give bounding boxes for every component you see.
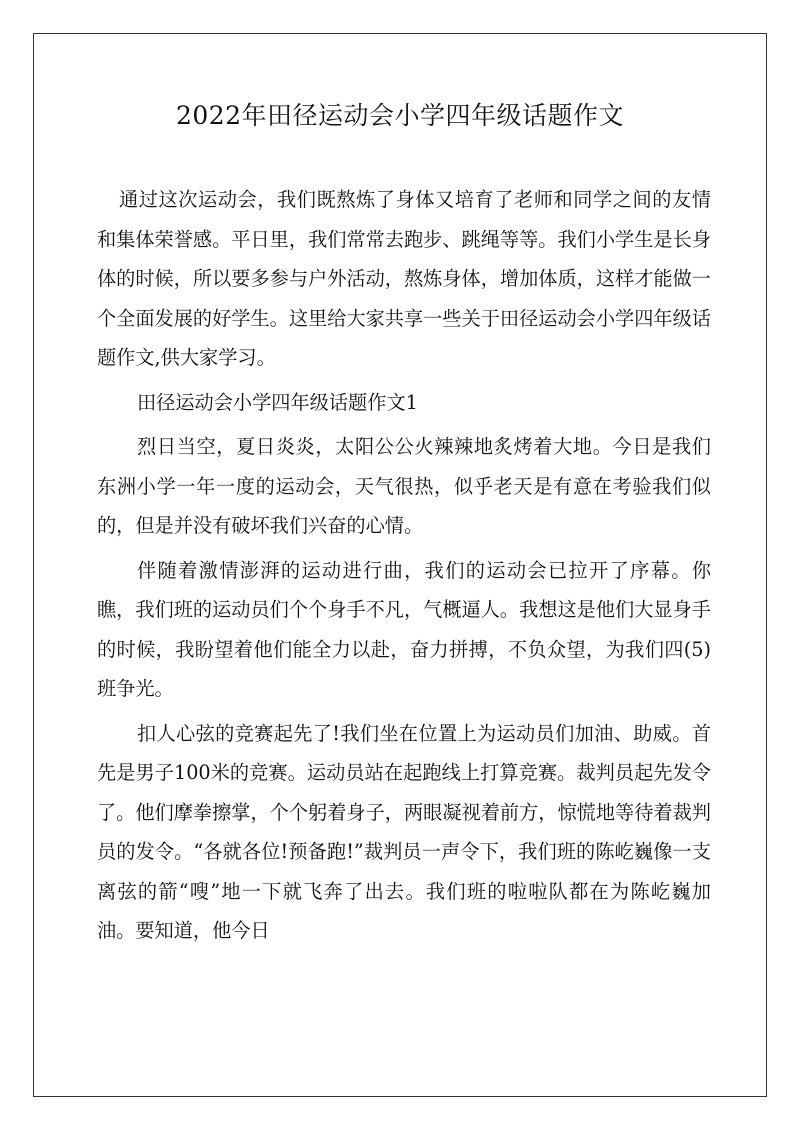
paragraph-1: 烈日当空，夏日炎炎，太阳公公火辣辣地炙烤着大地。今日是我们东洲小学一年一度的运动会，天气很热，似乎老天是有意在考验我们似的，但是并没有破坏我们兴奋的心情。 xyxy=(97,435,711,537)
document-title: 2022年田径运动会小学四年级话题作文 xyxy=(175,101,625,130)
document-body xyxy=(97,180,711,956)
paragraph-3: 扣人心弦的竞赛起先了!我们坐在位置上为运动员们加油、助威。首先是男子100米的竞赛。运动员站在起跑线上打算竞赛。裁判员起先发令了。他们摩拳擦掌，个个躬着身子，两眼凝视着前方，惊慌地等待着裁判员的发令。“各就各位!预备跑!”裁判员一声令下，我们班的陈屹巍像一支离弦的箭“嗖”地一下就飞奔了出去。我们班的啦啦队都在为陈屹巍加油。要知道，他今日 xyxy=(97,721,711,942)
essay-heading: 田径运动会小学四年级话题作文1 xyxy=(137,390,418,414)
paragraph-2: 伴随着激情澎湃的运动进行曲，我们的运动会已拉开了序幕。你瞧，我们班的运动员们个个身手不凡，气概逼人。我想这是他们大显身手的时候，我盼望着他们能全力以赴，奋力拼搏，不负众望，为我们四(5)班争光。 xyxy=(97,558,711,700)
paragraph-intro: 通过这次运动会，我们既熬炼了身体又培育了老师和同学之间的友情和集体荣誉感。平日里，我们常常去跑步、跳绳等等。我们小学生是长身体的时候，所以要多参与户外活动，熬炼身体，增加体质，这样才能做一个全面发展的好学生。这里给大家共享一些关于田径运动会小学四年级话题作文,供大家学习。 xyxy=(97,188,711,369)
